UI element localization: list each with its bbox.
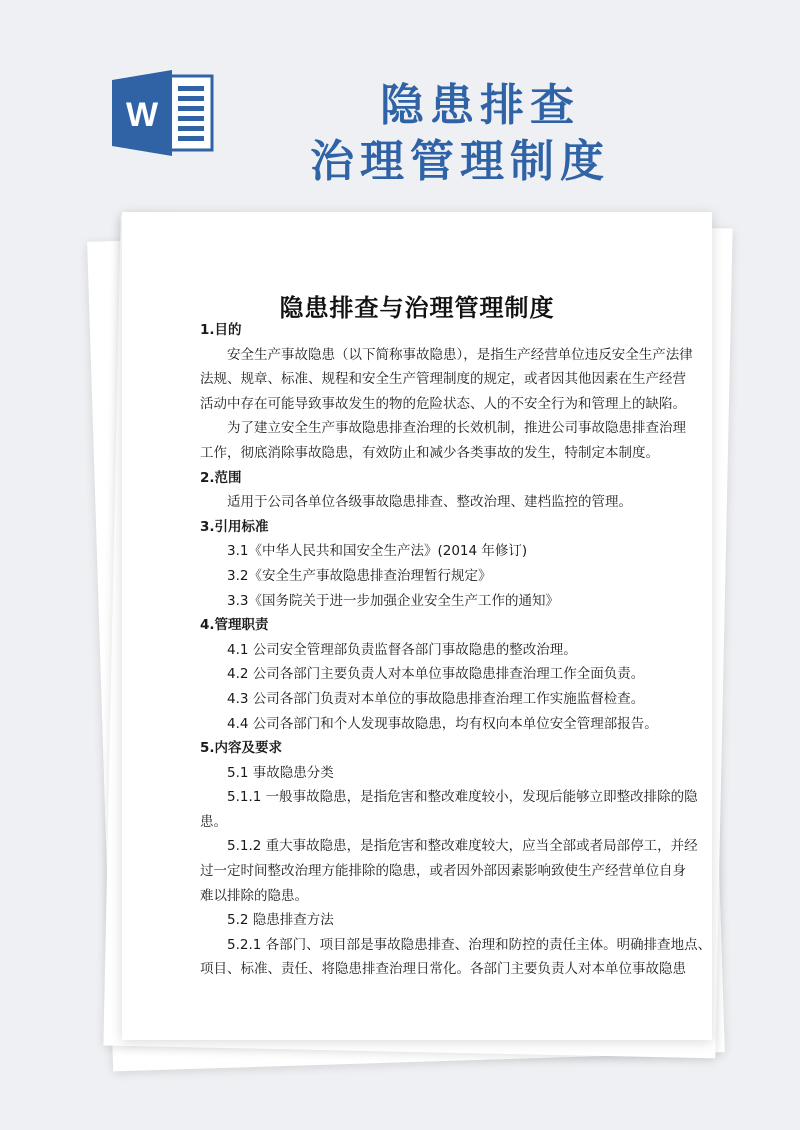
paragraph-line: 适用于公司各单位各级事故隐患排查、整改治理、建档监控的管理。 (227, 494, 632, 511)
header-title-line2: 治理管理制度 (310, 136, 610, 187)
paragraph-line: 活动中存在可能导致事故发生的物的危险状态、人的不安全行为和管理上的缺陷。 (200, 395, 686, 412)
paragraph-line: 安全生产事故隐患（以下简称事故隐患），是指生产经营单位违反安全生产法律 (227, 346, 693, 363)
section-heading: 2.范围 (200, 469, 242, 486)
paragraph-line: 项目、标准、责任、将隐患排查治理日常化。各部门主要负责人对本单位事故隐患 (200, 961, 686, 978)
paragraph-line: 5.2 隐患排查方法 (227, 912, 334, 929)
paragraph-line: 过一定时间整改治理方能排除的隐患，或者因外部因素影响致使生产经营单位自身 (200, 863, 686, 880)
paragraph-line: 5.1.2 重大事故隐患，是指危害和整改难度较大，应当全部或者局部停工，并经 (227, 838, 698, 855)
paragraph-line: 4.1 公司安全管理部负责监督各部门事故隐患的整改治理。 (227, 641, 577, 658)
word-icon (112, 70, 214, 156)
paragraph-line: 为了建立安全生产事故隐患排查治理的长效机制，推进公司事故隐患排查治理 (227, 420, 686, 437)
header-title (310, 78, 610, 190)
header-title-line1: 隐患排查 (380, 80, 580, 131)
paragraph-line: 3.1《中华人民共和国安全生产法》(2014 年修订) (227, 543, 528, 560)
paragraph-line: 5.2.1 各部门、项目部是事故隐患排查、治理和防控的责任主体。明确排查地点、 (227, 936, 712, 953)
paragraph-line: 4.2 公司各部门主要负责人对本单位事故隐患排查治理工作全面负责。 (227, 666, 645, 683)
word-logo-letter: W (125, 96, 159, 134)
paragraph-line: 工作，彻底消除事故隐患，有效防止和减少各类事故的发生，特制定本制度。 (200, 444, 659, 461)
paragraph-line: 5.1 事故隐患分类 (227, 764, 334, 781)
paragraph-line: 4.4 公司各部门和个人发现事故隐患，均有权向本单位安全管理部报告。 (227, 715, 658, 732)
paragraph-line: 患。 (200, 813, 227, 830)
paragraph-line: 3.3《国务院关于进一步加强企业安全生产工作的通知》 (227, 592, 559, 609)
paragraph-line: 4.3 公司各部门负责对本单位的事故隐患排查治理工作实施监督检查。 (227, 690, 645, 707)
section-heading: 1.目的 (200, 322, 242, 338)
document-page (122, 212, 712, 1040)
document-title: 隐患排查与治理管理制度 (279, 294, 555, 322)
paragraph-line: 5.1.1 一般事故隐患，是指危害和整改难度较小，发现后能够立即整改排除的隐 (227, 789, 698, 806)
section-heading: 3.引用标准 (200, 518, 269, 535)
document-body (200, 318, 712, 982)
section-heading: 4.管理职责 (200, 617, 269, 634)
paragraph-line: 难以排除的隐患。 (200, 887, 308, 904)
paragraph-line: 3.2《安全生产事故隐患排查治理暂行规定》 (227, 567, 492, 584)
section-heading: 5.内容及要求 (200, 740, 283, 757)
paragraph-line: 法规、规章、标准、规程和安全生产管理制度的规定，或者因其他因素在生产经营 (200, 371, 686, 388)
